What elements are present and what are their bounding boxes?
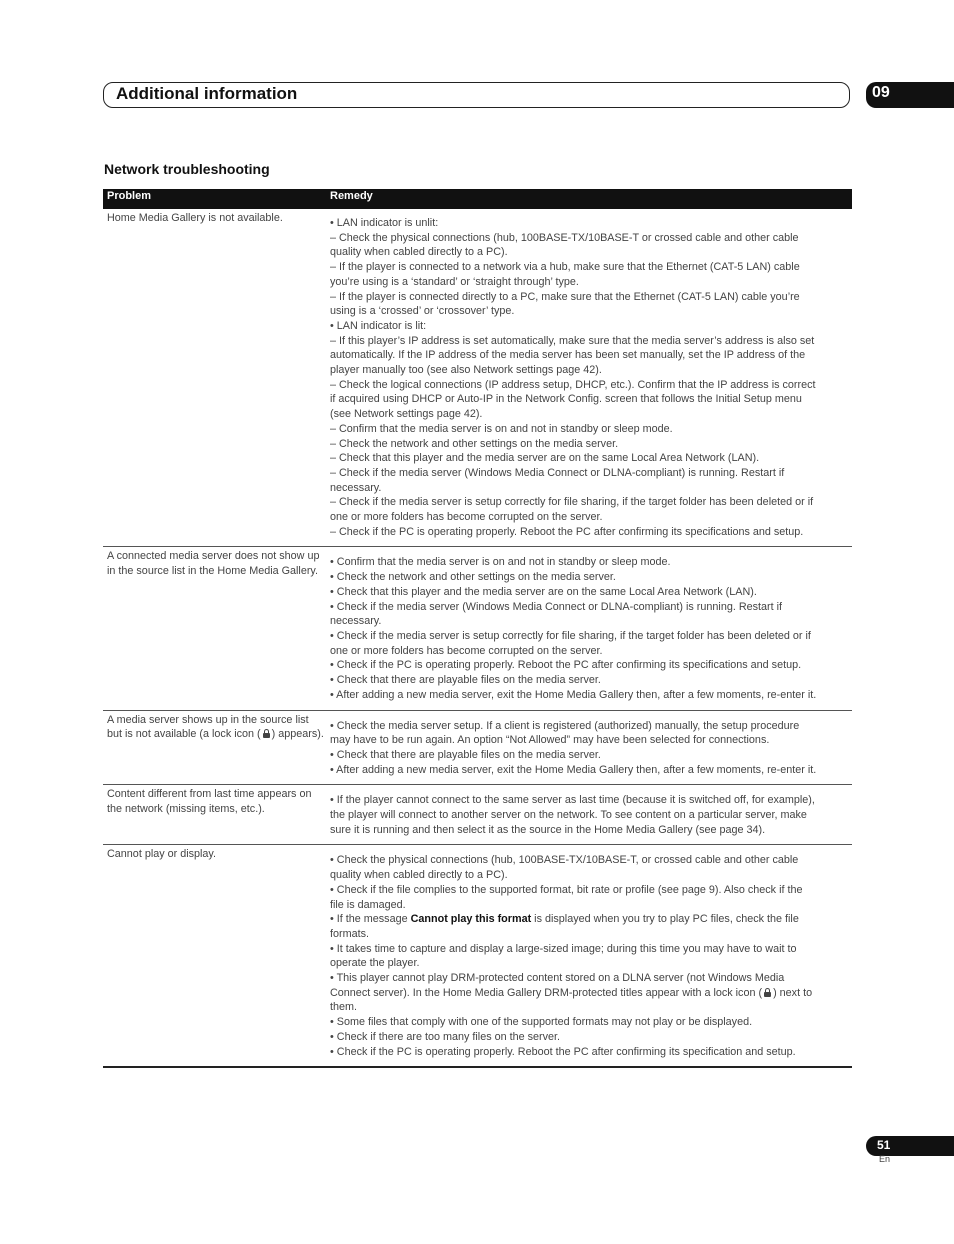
lock-icon: [764, 988, 771, 997]
remedy-line: player manually too (see also Network settings page 42).: [330, 364, 602, 377]
table-row: [103, 209, 852, 547]
remedy-line: – If the player is connected directly to a PC, make sure that the Ethernet (CAT-5 LAN) cable you’re: [330, 290, 800, 303]
page-number: 51: [877, 1138, 891, 1152]
remedy-line: • Check if the media server is setup correctly for file sharing, if the target folder has been deleted or if: [330, 629, 811, 642]
remedy-text: is displayed when you try to play PC files, check the file: [531, 913, 799, 926]
problem-text: A media server shows up in the source list but is not available (a lock icon (: [107, 713, 309, 741]
problem-cell: Home Media Gallery is not available.: [107, 212, 283, 224]
troubleshooting-table: [103, 189, 852, 1068]
table-header: [103, 189, 852, 209]
chapter-tab: [866, 82, 954, 108]
remedy-line: may have to be run again. An option “Not Allowed” may have been selected for connections.: [330, 734, 770, 747]
remedy-line: [330, 912, 852, 927]
remedy-line: • LAN indicator is lit:: [330, 319, 427, 332]
language-code: En: [879, 1154, 891, 1164]
remedy-line: one or more folders has become corrupted on the server.: [330, 511, 603, 524]
remedy-line: them.: [330, 1001, 358, 1014]
remedy-cell: [330, 717, 852, 785]
remedy-line: – Check the logical connections (IP address setup, DHCP, etc.). Confirm that the IP address is correct: [330, 378, 816, 391]
remedy-line: – If this player’s IP address is set automatically, make sure that the media server’s address is also set: [330, 334, 815, 347]
lock-icon: [263, 729, 270, 738]
remedy-cell: [330, 851, 852, 1066]
chapter-number: 09: [872, 84, 890, 101]
remedy-line: operate the player.: [330, 957, 420, 970]
remedy-line: [330, 986, 852, 1001]
remedy-line: – If the player is connected to a network via a hub, make sure that the Ethernet (CAT-5 LAN) cable: [330, 261, 800, 274]
remedy-line: • Check if the PC is operating properly. Reboot the PC after confirming its specifications and setup.: [330, 659, 802, 672]
remedy-cell: [330, 214, 852, 546]
remedy-line: • This player cannot play DRM-protected content stored on a DLNA server (not Windows Media: [330, 972, 785, 985]
remedy-line: – Check the network and other settings on the media server.: [330, 437, 619, 450]
remedy-cell: [330, 791, 852, 844]
remedy-line: quality when cabled directly to a PC).: [330, 869, 508, 882]
remedy-line: – Check the physical connections (hub, 100BASE-TX/10BASE-T or crossed cable and other cable: [330, 231, 799, 244]
remedy-line: • Check that this player and the media server are on the same Local Area Network (LAN).: [330, 585, 757, 598]
remedy-line: • Check the media server setup. If a client is registered (authorized) manually, the setup procedure: [330, 719, 800, 732]
remedy-line: if acquired using DHCP or Auto-IP in the Network Config. screen that follows the Initial Setup menu: [330, 393, 802, 406]
remedy-line: • Check if the media server (Windows Media Connect or DLNA-compliant) is running. Restart if: [330, 600, 783, 613]
remedy-line: • Confirm that the media server is on and not in standby or sleep mode.: [330, 556, 671, 569]
remedy-line: – Check that this player and the media server are on the same Local Area Network (LAN).: [330, 452, 760, 465]
remedy-text: Connect server). In the Home Media Gallery DRM-protected titles appear with a lock icon (: [330, 986, 763, 999]
remedy-line: • Check if there are too many files on the server.: [330, 1030, 561, 1043]
remedy-line: – Check if the PC is operating properly. Reboot the PC after confirming its specifications and setup.: [330, 525, 804, 538]
chapter-header: [103, 82, 850, 108]
remedy-line: necessary.: [330, 615, 382, 628]
remedy-line: using is a ‘crossed’ or ‘crossover’ type.: [330, 305, 515, 318]
problem-cell: A connected media server does not show up in the source list in the Home Media Gallery.: [107, 550, 320, 578]
remedy-line: one or more folders has become corrupted on the server.: [330, 644, 603, 657]
remedy-line: the player will connect to another server on the network. To see content on a particular server, make: [330, 809, 807, 822]
remedy-line: file is damaged.: [330, 898, 406, 911]
remedy-line: automatically. If the IP address of the media server has been set manually, set the IP address of the: [330, 349, 806, 362]
error-message-text: Cannot play this format: [410, 913, 532, 926]
section-heading: Network troubleshooting: [104, 161, 270, 177]
problem-text: ) appears).: [271, 728, 324, 741]
remedy-line: • Check if the file complies to the supported format, bit rate or profile (see page 9). Also check if the: [330, 883, 803, 896]
remedy-line: (see Network settings page 42).: [330, 408, 483, 421]
table-row: [103, 845, 852, 1068]
remedy-line: – Check if the media server is setup correctly for file sharing, if the target folder has been deleted or if: [330, 496, 814, 509]
problem-cell: [107, 713, 325, 742]
remedy-line: • If the player cannot connect to the same server as last time (because it is switched off, for example),: [330, 794, 815, 807]
remedy-line: • LAN indicator is unlit:: [330, 217, 439, 229]
remedy-line: • After adding a new media server, exit the Home Media Gallery then, after a few moments, re-enter it.: [330, 763, 817, 776]
remedy-line: • It takes time to capture and display a large-sized image; during this time you may have to wait to: [330, 942, 797, 955]
remedy-line: • Check if the PC is operating properly. Reboot the PC after confirming its specification and setup.: [330, 1045, 796, 1058]
remedy-line: • Check that there are playable files on the media server.: [330, 674, 601, 687]
column-header-remedy: Remedy: [330, 190, 373, 202]
remedy-line: you’re using is a ‘standard’ or ‘straight through’ type.: [330, 275, 579, 288]
column-header-problem: Problem: [107, 190, 152, 202]
remedy-line: – Check if the media server (Windows Media Connect or DLNA-compliant) is running. Restart if: [330, 466, 785, 479]
remedy-line: • Check that there are playable files on the media server.: [330, 748, 601, 761]
remedy-line: sure it is running and then select it as the source in the Home Media Gallery (see page 34).: [330, 823, 766, 836]
remedy-line: • Some files that comply with one of the supported formats may not play or be displayed.: [330, 1016, 753, 1029]
remedy-line: • After adding a new media server, exit the Home Media Gallery then, after a few moments, re-enter it.: [330, 688, 817, 701]
remedy-line: • Check the network and other settings on the media server.: [330, 571, 616, 584]
remedy-line: • Check the physical connections (hub, 100BASE-TX/10BASE-T, or crossed cable and other cable: [330, 854, 799, 867]
remedy-line: formats.: [330, 927, 369, 940]
remedy-line: quality when cabled directly to a PC).: [330, 246, 508, 259]
remedy-cell: [330, 553, 852, 709]
page-title: Additional information: [116, 84, 298, 103]
table-row: [103, 547, 852, 710]
problem-cell: Cannot play or display.: [107, 848, 217, 861]
remedy-line: necessary.: [330, 481, 382, 494]
table-row: [103, 785, 852, 845]
problem-cell: Content different from last time appears on the network (missing items, etc.).: [107, 788, 312, 816]
remedy-line: – Confirm that the media server is on and not in standby or sleep mode.: [330, 422, 673, 435]
table-row: [103, 711, 852, 786]
page-number-tab: [866, 1136, 954, 1156]
remedy-text: ) next to: [773, 986, 813, 999]
remedy-text: • If the message: [330, 913, 411, 926]
